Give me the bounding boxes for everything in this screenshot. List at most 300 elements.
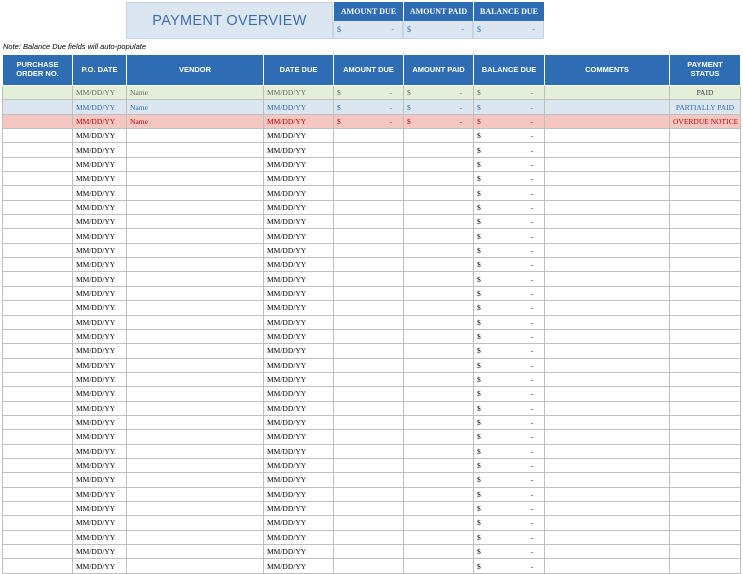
amount-paid-cell[interactable] <box>404 545 474 559</box>
amount-paid-cell[interactable] <box>404 501 474 515</box>
po-number-cell[interactable] <box>3 157 73 171</box>
amount-due-cell[interactable] <box>334 401 404 415</box>
po-date-cell[interactable] <box>73 559 127 573</box>
date-due-cell[interactable] <box>264 143 334 157</box>
amount-due-cell[interactable] <box>334 100 404 114</box>
payment-status-cell[interactable] <box>670 458 741 472</box>
amount-paid-cell[interactable] <box>404 86 474 100</box>
amount-due-cell[interactable] <box>334 372 404 386</box>
po-date-cell[interactable] <box>73 415 127 429</box>
comments-cell[interactable] <box>545 487 670 501</box>
amount-paid-cell[interactable] <box>404 358 474 372</box>
po-number-cell[interactable] <box>3 401 73 415</box>
balance-due-cell[interactable] <box>474 157 545 171</box>
vendor-cell[interactable] <box>127 501 264 515</box>
date-due-cell[interactable] <box>264 487 334 501</box>
payment-status-cell[interactable] <box>670 186 741 200</box>
po-number-cell[interactable] <box>3 186 73 200</box>
amount-paid-cell[interactable] <box>404 329 474 343</box>
amount-paid-cell[interactable] <box>404 401 474 415</box>
vendor-cell[interactable] <box>127 172 264 186</box>
date-due-cell[interactable] <box>264 559 334 573</box>
po-number-cell[interactable] <box>3 501 73 515</box>
payment-status-cell[interactable] <box>670 114 741 128</box>
vendor-cell[interactable] <box>127 114 264 128</box>
comments-cell[interactable] <box>545 530 670 544</box>
vendor-cell[interactable] <box>127 157 264 171</box>
po-date-cell[interactable] <box>73 200 127 214</box>
amount-due-cell[interactable] <box>334 530 404 544</box>
payment-status-cell[interactable] <box>670 401 741 415</box>
balance-due-cell[interactable] <box>474 344 545 358</box>
vendor-cell[interactable] <box>127 415 264 429</box>
date-due-cell[interactable] <box>264 258 334 272</box>
amount-due-cell[interactable] <box>334 501 404 515</box>
payment-status-cell[interactable] <box>670 473 741 487</box>
po-number-cell[interactable] <box>3 545 73 559</box>
vendor-cell[interactable] <box>127 473 264 487</box>
po-date-cell[interactable] <box>73 372 127 386</box>
payment-status-cell[interactable] <box>670 387 741 401</box>
po-number-cell[interactable] <box>3 286 73 300</box>
comments-cell[interactable] <box>545 301 670 315</box>
balance-due-cell[interactable] <box>474 114 545 128</box>
po-number-cell[interactable] <box>3 258 73 272</box>
amount-due-cell[interactable] <box>334 329 404 343</box>
payment-status-cell[interactable] <box>670 229 741 243</box>
amount-due-cell[interactable] <box>334 258 404 272</box>
comments-cell[interactable] <box>545 372 670 386</box>
po-date-cell[interactable] <box>73 530 127 544</box>
balance-due-cell[interactable] <box>474 516 545 530</box>
amount-due-cell[interactable] <box>334 387 404 401</box>
vendor-cell[interactable] <box>127 100 264 114</box>
po-number-cell[interactable] <box>3 444 73 458</box>
po-date-cell[interactable] <box>73 315 127 329</box>
vendor-cell[interactable] <box>127 129 264 143</box>
date-due-cell[interactable] <box>264 243 334 257</box>
po-number-cell[interactable] <box>3 329 73 343</box>
date-due-cell[interactable] <box>264 501 334 515</box>
vendor-cell[interactable] <box>127 487 264 501</box>
payment-status-cell[interactable] <box>670 215 741 229</box>
amount-paid-cell[interactable] <box>404 387 474 401</box>
vendor-cell[interactable] <box>127 143 264 157</box>
po-date-cell[interactable] <box>73 516 127 530</box>
date-due-cell[interactable] <box>264 372 334 386</box>
balance-due-cell[interactable] <box>474 172 545 186</box>
comments-cell[interactable] <box>545 215 670 229</box>
po-date-cell[interactable] <box>73 243 127 257</box>
vendor-cell[interactable] <box>127 286 264 300</box>
po-number-cell[interactable] <box>3 100 73 114</box>
amount-due-cell[interactable] <box>334 215 404 229</box>
amount-due-cell[interactable] <box>334 243 404 257</box>
po-number-cell[interactable] <box>3 229 73 243</box>
vendor-cell[interactable] <box>127 387 264 401</box>
amount-paid-cell[interactable] <box>404 372 474 386</box>
po-date-cell[interactable] <box>73 501 127 515</box>
date-due-cell[interactable] <box>264 286 334 300</box>
payment-status-cell[interactable] <box>670 143 741 157</box>
po-number-cell[interactable] <box>3 172 73 186</box>
vendor-cell[interactable] <box>127 315 264 329</box>
comments-cell[interactable] <box>545 157 670 171</box>
comments-cell[interactable] <box>545 401 670 415</box>
balance-due-cell[interactable] <box>474 243 545 257</box>
vendor-cell[interactable] <box>127 372 264 386</box>
vendor-cell[interactable] <box>127 229 264 243</box>
amount-paid-cell[interactable] <box>404 516 474 530</box>
payment-status-cell[interactable] <box>670 100 741 114</box>
amount-paid-cell[interactable] <box>404 186 474 200</box>
po-date-cell[interactable] <box>73 272 127 286</box>
date-due-cell[interactable] <box>264 329 334 343</box>
amount-paid-cell[interactable] <box>404 444 474 458</box>
comments-cell[interactable] <box>545 415 670 429</box>
summary-amount-paid-cell[interactable] <box>403 21 473 39</box>
amount-due-cell[interactable] <box>334 172 404 186</box>
balance-due-cell[interactable] <box>474 444 545 458</box>
date-due-cell[interactable] <box>264 516 334 530</box>
payment-status-cell[interactable] <box>670 358 741 372</box>
amount-due-cell[interactable] <box>334 129 404 143</box>
po-number-cell[interactable] <box>3 415 73 429</box>
vendor-cell[interactable] <box>127 329 264 343</box>
amount-due-cell[interactable] <box>334 545 404 559</box>
comments-cell[interactable] <box>545 258 670 272</box>
amount-paid-cell[interactable] <box>404 215 474 229</box>
po-date-cell[interactable] <box>73 215 127 229</box>
po-number-cell[interactable] <box>3 530 73 544</box>
vendor-cell[interactable] <box>127 344 264 358</box>
balance-due-cell[interactable] <box>474 301 545 315</box>
balance-due-cell[interactable] <box>474 315 545 329</box>
payment-status-cell[interactable] <box>670 415 741 429</box>
balance-due-cell[interactable] <box>474 286 545 300</box>
balance-due-cell[interactable] <box>474 358 545 372</box>
date-due-cell[interactable] <box>264 430 334 444</box>
amount-due-cell[interactable] <box>334 315 404 329</box>
amount-paid-cell[interactable] <box>404 530 474 544</box>
balance-due-cell[interactable] <box>474 86 545 100</box>
comments-cell[interactable] <box>545 516 670 530</box>
po-number-cell[interactable] <box>3 243 73 257</box>
po-date-cell[interactable] <box>73 344 127 358</box>
amount-due-cell[interactable] <box>334 157 404 171</box>
amount-paid-cell[interactable] <box>404 157 474 171</box>
balance-due-cell[interactable] <box>474 430 545 444</box>
date-due-cell[interactable] <box>264 387 334 401</box>
comments-cell[interactable] <box>545 272 670 286</box>
payment-status-cell[interactable] <box>670 301 741 315</box>
po-date-cell[interactable] <box>73 458 127 472</box>
comments-cell[interactable] <box>545 243 670 257</box>
comments-cell[interactable] <box>545 559 670 573</box>
po-date-cell[interactable] <box>73 301 127 315</box>
po-date-cell[interactable] <box>73 473 127 487</box>
po-number-cell[interactable] <box>3 516 73 530</box>
amount-due-cell[interactable] <box>334 143 404 157</box>
payment-status-cell[interactable] <box>670 516 741 530</box>
po-date-cell[interactable] <box>73 329 127 343</box>
po-date-cell[interactable] <box>73 487 127 501</box>
payment-status-cell[interactable] <box>670 559 741 573</box>
summary-balance-due-cell[interactable] <box>473 21 544 39</box>
comments-cell[interactable] <box>545 458 670 472</box>
po-date-cell[interactable] <box>73 286 127 300</box>
amount-paid-cell[interactable] <box>404 344 474 358</box>
balance-due-cell[interactable] <box>474 545 545 559</box>
po-date-cell[interactable] <box>73 86 127 100</box>
amount-due-cell[interactable] <box>334 473 404 487</box>
vendor-cell[interactable] <box>127 186 264 200</box>
vendor-cell[interactable] <box>127 444 264 458</box>
comments-cell[interactable] <box>545 286 670 300</box>
amount-paid-cell[interactable] <box>404 129 474 143</box>
comments-cell[interactable] <box>545 387 670 401</box>
po-date-cell[interactable] <box>73 401 127 415</box>
amount-due-cell[interactable] <box>334 516 404 530</box>
po-number-cell[interactable] <box>3 487 73 501</box>
po-date-cell[interactable] <box>73 430 127 444</box>
date-due-cell[interactable] <box>264 545 334 559</box>
po-number-cell[interactable] <box>3 358 73 372</box>
balance-due-cell[interactable] <box>474 415 545 429</box>
comments-cell[interactable] <box>545 444 670 458</box>
amount-paid-cell[interactable] <box>404 143 474 157</box>
po-date-cell[interactable] <box>73 444 127 458</box>
po-number-cell[interactable] <box>3 387 73 401</box>
date-due-cell[interactable] <box>264 100 334 114</box>
po-date-cell[interactable] <box>73 172 127 186</box>
po-date-cell[interactable] <box>73 157 127 171</box>
amount-paid-cell[interactable] <box>404 458 474 472</box>
vendor-cell[interactable] <box>127 401 264 415</box>
payment-status-cell[interactable] <box>670 344 741 358</box>
po-number-cell[interactable] <box>3 559 73 573</box>
amount-paid-cell[interactable] <box>404 315 474 329</box>
amount-due-cell[interactable] <box>334 358 404 372</box>
payment-status-cell[interactable] <box>670 501 741 515</box>
po-number-cell[interactable] <box>3 129 73 143</box>
amount-due-cell[interactable] <box>334 487 404 501</box>
comments-cell[interactable] <box>545 114 670 128</box>
date-due-cell[interactable] <box>264 344 334 358</box>
po-number-cell[interactable] <box>3 86 73 100</box>
balance-due-cell[interactable] <box>474 473 545 487</box>
payment-status-cell[interactable] <box>670 315 741 329</box>
po-number-cell[interactable] <box>3 473 73 487</box>
amount-paid-cell[interactable] <box>404 487 474 501</box>
comments-cell[interactable] <box>545 86 670 100</box>
date-due-cell[interactable] <box>264 200 334 214</box>
payment-status-cell[interactable] <box>670 444 741 458</box>
date-due-cell[interactable] <box>264 186 334 200</box>
balance-due-cell[interactable] <box>474 387 545 401</box>
vendor-cell[interactable] <box>127 272 264 286</box>
date-due-cell[interactable] <box>264 473 334 487</box>
date-due-cell[interactable] <box>264 301 334 315</box>
po-number-cell[interactable] <box>3 344 73 358</box>
comments-cell[interactable] <box>545 172 670 186</box>
po-number-cell[interactable] <box>3 215 73 229</box>
balance-due-cell[interactable] <box>474 272 545 286</box>
balance-due-cell[interactable] <box>474 530 545 544</box>
amount-paid-cell[interactable] <box>404 114 474 128</box>
payment-status-cell[interactable] <box>670 272 741 286</box>
po-date-cell[interactable] <box>73 143 127 157</box>
vendor-cell[interactable] <box>127 86 264 100</box>
po-date-cell[interactable] <box>73 358 127 372</box>
balance-due-cell[interactable] <box>474 100 545 114</box>
po-number-cell[interactable] <box>3 272 73 286</box>
amount-due-cell[interactable] <box>334 272 404 286</box>
vendor-cell[interactable] <box>127 430 264 444</box>
amount-due-cell[interactable] <box>334 301 404 315</box>
date-due-cell[interactable] <box>264 172 334 186</box>
po-number-cell[interactable] <box>3 114 73 128</box>
amount-due-cell[interactable] <box>334 415 404 429</box>
date-due-cell[interactable] <box>264 444 334 458</box>
comments-cell[interactable] <box>545 358 670 372</box>
date-due-cell[interactable] <box>264 272 334 286</box>
balance-due-cell[interactable] <box>474 200 545 214</box>
comments-cell[interactable] <box>545 473 670 487</box>
amount-due-cell[interactable] <box>334 458 404 472</box>
amount-paid-cell[interactable] <box>404 473 474 487</box>
po-date-cell[interactable] <box>73 129 127 143</box>
amount-paid-cell[interactable] <box>404 229 474 243</box>
amount-due-cell[interactable] <box>334 430 404 444</box>
amount-paid-cell[interactable] <box>404 258 474 272</box>
comments-cell[interactable] <box>545 186 670 200</box>
po-number-cell[interactable] <box>3 458 73 472</box>
comments-cell[interactable] <box>545 315 670 329</box>
vendor-cell[interactable] <box>127 530 264 544</box>
comments-cell[interactable] <box>545 229 670 243</box>
vendor-cell[interactable] <box>127 243 264 257</box>
payment-status-cell[interactable] <box>670 258 741 272</box>
payment-status-cell[interactable] <box>670 545 741 559</box>
comments-cell[interactable] <box>545 143 670 157</box>
amount-paid-cell[interactable] <box>404 172 474 186</box>
amount-paid-cell[interactable] <box>404 100 474 114</box>
balance-due-cell[interactable] <box>474 143 545 157</box>
comments-cell[interactable] <box>545 545 670 559</box>
amount-due-cell[interactable] <box>334 444 404 458</box>
date-due-cell[interactable] <box>264 129 334 143</box>
payment-status-cell[interactable] <box>670 157 741 171</box>
po-date-cell[interactable] <box>73 186 127 200</box>
payment-status-cell[interactable] <box>670 86 741 100</box>
po-number-cell[interactable] <box>3 372 73 386</box>
date-due-cell[interactable] <box>264 415 334 429</box>
comments-cell[interactable] <box>545 200 670 214</box>
po-number-cell[interactable] <box>3 301 73 315</box>
balance-due-cell[interactable] <box>474 329 545 343</box>
balance-due-cell[interactable] <box>474 215 545 229</box>
amount-paid-cell[interactable] <box>404 301 474 315</box>
date-due-cell[interactable] <box>264 315 334 329</box>
date-due-cell[interactable] <box>264 358 334 372</box>
vendor-cell[interactable] <box>127 559 264 573</box>
payment-status-cell[interactable] <box>670 243 741 257</box>
payment-status-cell[interactable] <box>670 172 741 186</box>
amount-due-cell[interactable] <box>334 86 404 100</box>
vendor-cell[interactable] <box>127 545 264 559</box>
date-due-cell[interactable] <box>264 215 334 229</box>
amount-due-cell[interactable] <box>334 286 404 300</box>
balance-due-cell[interactable] <box>474 258 545 272</box>
po-date-cell[interactable] <box>73 387 127 401</box>
po-date-cell[interactable] <box>73 114 127 128</box>
payment-status-cell[interactable] <box>670 430 741 444</box>
vendor-cell[interactable] <box>127 200 264 214</box>
vendor-cell[interactable] <box>127 301 264 315</box>
comments-cell[interactable] <box>545 430 670 444</box>
comments-cell[interactable] <box>545 129 670 143</box>
amount-due-cell[interactable] <box>334 559 404 573</box>
date-due-cell[interactable] <box>264 530 334 544</box>
po-number-cell[interactable] <box>3 200 73 214</box>
summary-amount-due-cell[interactable] <box>333 21 403 39</box>
balance-due-cell[interactable] <box>474 487 545 501</box>
payment-status-cell[interactable] <box>670 200 741 214</box>
payment-status-cell[interactable] <box>670 487 741 501</box>
comments-cell[interactable] <box>545 329 670 343</box>
balance-due-cell[interactable] <box>474 401 545 415</box>
date-due-cell[interactable] <box>264 458 334 472</box>
balance-due-cell[interactable] <box>474 559 545 573</box>
amount-due-cell[interactable] <box>334 186 404 200</box>
po-number-cell[interactable] <box>3 143 73 157</box>
date-due-cell[interactable] <box>264 157 334 171</box>
comments-cell[interactable] <box>545 344 670 358</box>
payment-status-cell[interactable] <box>670 372 741 386</box>
balance-due-cell[interactable] <box>474 229 545 243</box>
amount-paid-cell[interactable] <box>404 200 474 214</box>
vendor-cell[interactable] <box>127 516 264 530</box>
payment-status-cell[interactable] <box>670 286 741 300</box>
amount-due-cell[interactable] <box>334 229 404 243</box>
balance-due-cell[interactable] <box>474 129 545 143</box>
po-number-cell[interactable] <box>3 430 73 444</box>
amount-paid-cell[interactable] <box>404 272 474 286</box>
amount-due-cell[interactable] <box>334 200 404 214</box>
date-due-cell[interactable] <box>264 229 334 243</box>
vendor-cell[interactable] <box>127 458 264 472</box>
comments-cell[interactable] <box>545 501 670 515</box>
amount-paid-cell[interactable] <box>404 286 474 300</box>
vendor-cell[interactable] <box>127 215 264 229</box>
date-due-cell[interactable] <box>264 86 334 100</box>
date-due-cell[interactable] <box>264 114 334 128</box>
amount-paid-cell[interactable] <box>404 243 474 257</box>
date-due-cell[interactable] <box>264 401 334 415</box>
balance-due-cell[interactable] <box>474 501 545 515</box>
payment-status-cell[interactable] <box>670 530 741 544</box>
po-date-cell[interactable] <box>73 545 127 559</box>
amount-paid-cell[interactable] <box>404 559 474 573</box>
balance-due-cell[interactable] <box>474 186 545 200</box>
balance-due-cell[interactable] <box>474 458 545 472</box>
amount-due-cell[interactable] <box>334 344 404 358</box>
payment-status-cell[interactable] <box>670 129 741 143</box>
payment-status-cell[interactable] <box>670 329 741 343</box>
balance-due-cell[interactable] <box>474 372 545 386</box>
po-number-cell[interactable] <box>3 315 73 329</box>
